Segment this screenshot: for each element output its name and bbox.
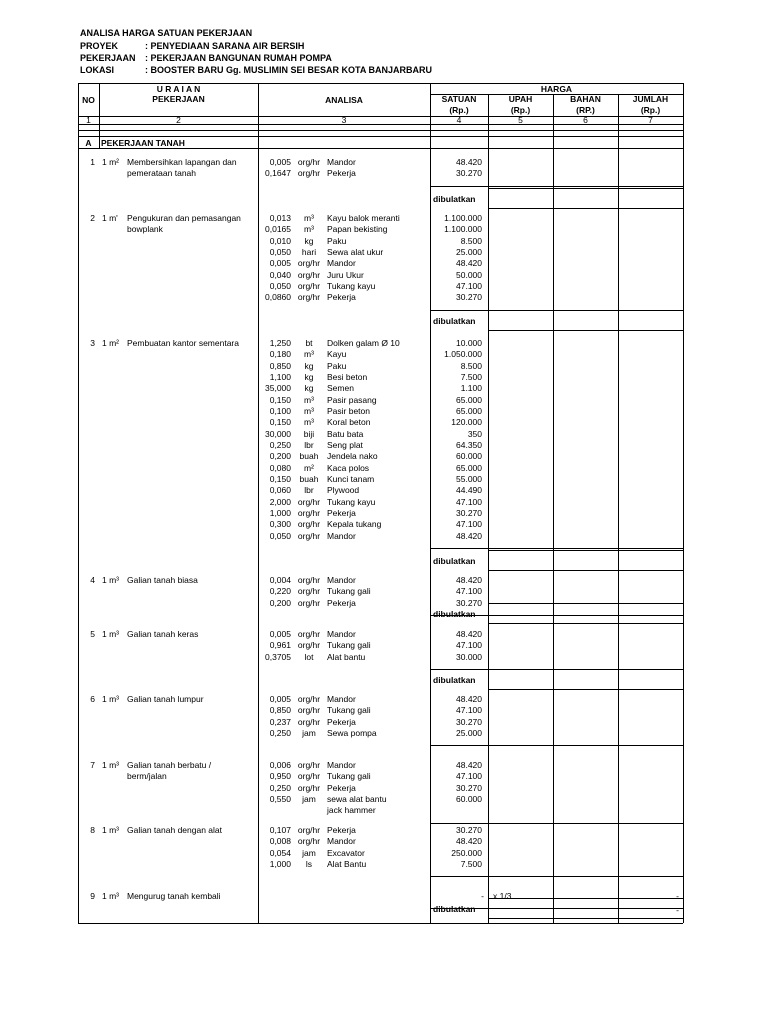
unit-price: 30.270 bbox=[456, 292, 482, 303]
rounding-line bbox=[488, 188, 683, 189]
unit-label: lot bbox=[304, 651, 314, 662]
unit-label: org/hr bbox=[297, 782, 321, 793]
unit-label: biji bbox=[303, 428, 315, 439]
unit-label: bt bbox=[305, 338, 313, 348]
resource-name: Pekerja bbox=[327, 782, 356, 793]
resource-name: Tukang kayu bbox=[327, 280, 376, 291]
coefficient: 0,050 bbox=[269, 246, 291, 257]
col-number-3: 3 bbox=[341, 115, 347, 125]
item-description: Galian tanah berbatu / bbox=[127, 760, 212, 770]
item-number: 9 bbox=[90, 891, 95, 901]
unit-price: 1.100.000 bbox=[444, 213, 482, 223]
coefficient: 1,000 bbox=[269, 507, 291, 518]
resource-name: Juru Ukur bbox=[327, 269, 364, 280]
unit-price: 47.100 bbox=[456, 586, 482, 597]
coefficient: 0,200 bbox=[269, 597, 291, 608]
unit-label: m³ bbox=[304, 349, 314, 360]
unit-price: 30.270 bbox=[456, 782, 482, 793]
unit-price: 7.500 bbox=[460, 371, 482, 382]
coefficient: 0,005 bbox=[269, 694, 291, 704]
item-description: Pembuatan kantor sementara bbox=[127, 338, 239, 348]
resource-name: Paku bbox=[327, 360, 347, 371]
item-unit: 1 m³ bbox=[102, 575, 119, 585]
unit-label: org/hr bbox=[297, 597, 321, 608]
coefficient: 0,220 bbox=[269, 586, 291, 597]
coefficient: 0,006 bbox=[269, 760, 291, 770]
resource-name: Koral beton bbox=[327, 417, 371, 428]
harga-header: HARGA bbox=[540, 84, 573, 94]
unit-label: buah bbox=[299, 451, 319, 462]
item-description: Galian tanah lumpur bbox=[127, 694, 204, 704]
coefficient: 2,000 bbox=[269, 496, 291, 507]
unit-label: kg bbox=[304, 235, 314, 246]
col-number-5: 5 bbox=[518, 115, 523, 125]
dibulatkan-label: dibulatkan bbox=[433, 904, 476, 914]
section-line bbox=[78, 136, 683, 137]
resource-name: Alat bantu bbox=[327, 651, 366, 662]
item-number: 8 bbox=[90, 825, 95, 835]
resource-name: Paku bbox=[327, 235, 347, 246]
satuan-rp: (Rp.) bbox=[449, 105, 469, 115]
resource-name: Sewa alat ukur bbox=[327, 246, 384, 257]
unit-price: 8.500 bbox=[460, 360, 482, 371]
resource-name: Jendela nako bbox=[327, 451, 378, 462]
coefficient: 0,0165 bbox=[265, 224, 291, 235]
coefficient: 0,005 bbox=[269, 157, 291, 167]
unit-price: 48.420 bbox=[456, 760, 482, 770]
bahan-rp: (RP.) bbox=[576, 105, 595, 115]
unit-price: 1.100.000 bbox=[444, 224, 482, 235]
coefficient: 0,008 bbox=[269, 836, 291, 847]
resource-name: Tukang gali bbox=[327, 705, 371, 716]
resource-name: Mandor bbox=[327, 629, 356, 639]
unit-price: 65.000 bbox=[456, 462, 482, 473]
unit-price: 60.000 bbox=[456, 451, 482, 462]
spacer-line bbox=[78, 130, 683, 131]
upah-header: UPAH bbox=[508, 94, 533, 104]
unit-price: 25.000 bbox=[456, 246, 482, 257]
unit-label: jam bbox=[302, 793, 316, 804]
coefficient: 0,054 bbox=[269, 847, 291, 858]
resource-name: Besi beton bbox=[327, 371, 368, 382]
resource-name: Semen bbox=[327, 383, 354, 394]
dibulatkan-label: dibulatkan bbox=[433, 316, 476, 326]
resource-name: Tukang kayu bbox=[327, 496, 376, 507]
unit-label: org/hr bbox=[297, 507, 321, 518]
jumlah-rp: (Rp.) bbox=[640, 105, 661, 115]
upah-rp: (Rp.) bbox=[510, 105, 531, 115]
resource-name: Mandor bbox=[327, 157, 356, 167]
dibulatkan-label: dibulatkan bbox=[433, 675, 476, 685]
item-number: 2 bbox=[90, 213, 95, 223]
dibulatkan-label: dibulatkan bbox=[433, 609, 476, 619]
coefficient: 0,180 bbox=[269, 349, 291, 360]
coefficient: 0,237 bbox=[269, 716, 291, 727]
unit-price: 30.270 bbox=[456, 825, 482, 835]
unit-label: org/hr bbox=[297, 530, 321, 541]
item-unit: 1 m² bbox=[102, 338, 119, 348]
pekerjaan-header: PEKERJAAN bbox=[152, 94, 205, 104]
item-number: 1 bbox=[90, 157, 95, 167]
unit-price: 30.270 bbox=[456, 168, 482, 179]
coefficient: 0,961 bbox=[269, 640, 291, 651]
resource-name: Pekerja bbox=[327, 507, 356, 518]
resource-name: Kayu bbox=[327, 349, 347, 360]
item-number: 7 bbox=[90, 760, 95, 770]
resource-name: Seng plat bbox=[327, 439, 363, 450]
unit-label: m³ bbox=[304, 213, 314, 223]
resource-name: Pekerja bbox=[327, 716, 356, 727]
rounding-line bbox=[488, 208, 683, 209]
item-number: 3 bbox=[90, 338, 95, 348]
rounding-line bbox=[488, 310, 683, 311]
coefficient: 35,000 bbox=[265, 383, 291, 394]
unit-label: org/hr bbox=[297, 269, 321, 280]
unit-label: hari bbox=[301, 246, 317, 257]
unit-label: org/hr bbox=[297, 586, 321, 597]
coefficient: 1,250 bbox=[269, 338, 291, 348]
item-description: Pengukuran dan pemasangan bbox=[127, 213, 241, 223]
unit-price: 65.000 bbox=[456, 405, 482, 416]
coefficient: 0,050 bbox=[269, 280, 291, 291]
dibulatkan-label: dibulatkan bbox=[433, 556, 476, 566]
unit-price: 48.420 bbox=[456, 575, 482, 585]
coefficient: 0,004 bbox=[269, 575, 291, 585]
coefficient: 0,850 bbox=[269, 360, 291, 371]
item-unit: 1 m² bbox=[102, 157, 119, 167]
coefficient: 0,850 bbox=[269, 705, 291, 716]
coefficient: 0,080 bbox=[269, 462, 291, 473]
doc-title: ANALISA HARGA SATUAN PEKERJAAN bbox=[80, 28, 253, 38]
unit-price: 48.420 bbox=[456, 258, 482, 269]
coefficient: 0,0860 bbox=[265, 292, 291, 303]
coefficient: 30,000 bbox=[265, 428, 291, 439]
coefficient: 0,200 bbox=[269, 451, 291, 462]
subtotal-line bbox=[430, 876, 683, 877]
item-description: bowplank bbox=[127, 224, 163, 235]
unit-price: 48.420 bbox=[456, 694, 482, 704]
resource-name: Pasir pasang bbox=[327, 394, 377, 405]
satuan-header: SATUAN bbox=[441, 94, 477, 104]
unit-label: ls bbox=[305, 858, 313, 869]
resource-name: Mandor bbox=[327, 575, 356, 585]
unit-price: 8.500 bbox=[460, 235, 482, 246]
unit-label: org/hr bbox=[297, 157, 321, 167]
unit-price: 7.500 bbox=[460, 858, 482, 869]
col-number-6: 6 bbox=[583, 115, 588, 125]
unit-price: 48.420 bbox=[456, 530, 482, 541]
coefficient: 1,000 bbox=[269, 858, 291, 869]
item-unit: 1 m³ bbox=[102, 760, 119, 770]
coefficient: 0,013 bbox=[269, 213, 291, 223]
item-description: Mengurug tanah kembali bbox=[127, 891, 221, 901]
rounding-line bbox=[488, 570, 683, 571]
unit-price: 50.000 bbox=[456, 269, 482, 280]
item9-jumlah: - bbox=[676, 891, 679, 901]
rounding-line bbox=[488, 330, 683, 331]
table-left-border bbox=[78, 83, 79, 923]
unit-price: 65.000 bbox=[456, 394, 482, 405]
unit-label: kg bbox=[304, 383, 314, 394]
pekerjaan-label: PEKERJAAN bbox=[80, 53, 136, 63]
subtotal-line bbox=[430, 745, 683, 746]
unit-price: 30.270 bbox=[456, 507, 482, 518]
section-title: PEKERJAAN TANAH bbox=[101, 138, 185, 148]
unit-label: lbr bbox=[304, 439, 314, 450]
resource-name: Mandor bbox=[327, 760, 356, 770]
coefficient: 1,100 bbox=[269, 371, 291, 382]
unit-label: org/hr bbox=[297, 836, 321, 847]
unit-price: 64.350 bbox=[456, 439, 482, 450]
unit-price: 350 bbox=[467, 428, 482, 439]
col-bahan-line bbox=[618, 94, 619, 923]
resource-name: Kayu balok meranti bbox=[327, 213, 400, 223]
item-number: 5 bbox=[90, 629, 95, 639]
jumlah-header: JUMLAH bbox=[632, 94, 669, 104]
resource-name: Excavator bbox=[327, 847, 365, 858]
coefficient: 0,100 bbox=[269, 405, 291, 416]
proyek-value: : PENYEDIAAN SARANA AIR BERSIH bbox=[145, 41, 305, 51]
coefficient: 0,150 bbox=[269, 473, 291, 484]
table-bottom-border bbox=[78, 923, 683, 924]
resource-name: jack hammer bbox=[327, 805, 376, 816]
unit-label: jam bbox=[302, 847, 316, 858]
unit-label: org/hr bbox=[297, 575, 321, 585]
col-upah-line bbox=[553, 94, 554, 923]
resource-name: Pekerja bbox=[327, 597, 356, 608]
unit-label: org/hr bbox=[297, 168, 321, 179]
unit-label: org/hr bbox=[297, 760, 321, 770]
section-bottom-line bbox=[78, 148, 683, 149]
unit-price: 47.100 bbox=[456, 519, 482, 530]
unit-label: org/hr bbox=[297, 771, 321, 782]
coefficient: 0,250 bbox=[269, 782, 291, 793]
table-right-border bbox=[683, 83, 684, 923]
proyek-label: PROYEK bbox=[80, 41, 119, 51]
coefficient: 0,250 bbox=[269, 439, 291, 450]
unit-price: 48.420 bbox=[456, 629, 482, 639]
col-number-1: 1 bbox=[86, 115, 91, 125]
unit-price: 44.490 bbox=[456, 485, 482, 496]
resource-name: Batu bata bbox=[327, 428, 364, 439]
unit-label: org/hr bbox=[297, 825, 321, 835]
unit-label: org/hr bbox=[297, 496, 321, 507]
resource-name: Kaca polos bbox=[327, 462, 370, 473]
item-description: berm/jalan bbox=[127, 771, 167, 782]
unit-price: 55.000 bbox=[456, 473, 482, 484]
coefficient: 0,1647 bbox=[265, 168, 291, 179]
item9-jumlah-rounded: - bbox=[676, 905, 679, 915]
col-number-2: 2 bbox=[176, 115, 181, 125]
item-number: 4 bbox=[90, 575, 95, 585]
item-unit: 1 m³ bbox=[102, 694, 119, 704]
coefficient: 0,950 bbox=[269, 771, 291, 782]
unit-label: kg bbox=[304, 360, 314, 371]
unit-label: m² bbox=[304, 462, 314, 473]
pekerjaan-value: : PEKERJAAN BANGUNAN RUMAH POMPA bbox=[145, 53, 332, 63]
unit-price: 120.000 bbox=[451, 417, 482, 428]
resource-name: Dolken galam Ø 10 bbox=[327, 338, 400, 348]
unit-label: kg bbox=[304, 371, 314, 382]
item-description: Galian tanah biasa bbox=[127, 575, 198, 585]
coefficient: 0,060 bbox=[269, 485, 291, 496]
unit-price: 60.000 bbox=[456, 793, 482, 804]
unit-price: 30.270 bbox=[456, 597, 482, 608]
bahan-header: BAHAN bbox=[570, 94, 601, 104]
item-unit: 1 m' bbox=[102, 213, 118, 223]
coefficient: 0,300 bbox=[269, 519, 291, 530]
unit-label: org/hr bbox=[297, 640, 321, 651]
resource-name: Kepala tukang bbox=[327, 519, 382, 530]
resource-name: Plywood bbox=[327, 485, 360, 496]
rounding-line bbox=[488, 669, 683, 670]
item-unit: 1 m³ bbox=[102, 825, 119, 835]
col-satuan-line bbox=[488, 94, 489, 923]
resource-name: Mandor bbox=[327, 836, 356, 847]
item-description: Galian tanah dengan alat bbox=[127, 825, 222, 835]
unit-label: org/hr bbox=[297, 292, 321, 303]
unit-label: lbr bbox=[304, 485, 314, 496]
item-unit: 1 m³ bbox=[102, 891, 119, 901]
subtotal-line bbox=[430, 548, 683, 549]
rounding-line bbox=[488, 623, 683, 624]
coefficient: 0,050 bbox=[269, 530, 291, 541]
subtotal-line bbox=[430, 186, 683, 187]
unit-label: m³ bbox=[304, 417, 314, 428]
unit-label: org/hr bbox=[297, 280, 321, 291]
resource-name: Mandor bbox=[327, 694, 356, 704]
resource-name: Tukang gali bbox=[327, 640, 371, 651]
section-code: A bbox=[85, 138, 92, 148]
coefficient: 0,107 bbox=[269, 825, 291, 835]
item9-upah: x 1/3 bbox=[493, 891, 512, 901]
analisa-header: ANALISA bbox=[325, 95, 363, 105]
lokasi-value: : BOOSTER BARU Gg. MUSLIMIN SEI BESAR KOTA BANJARBARU bbox=[145, 65, 433, 75]
item-number: 6 bbox=[90, 694, 95, 704]
unit-price: 47.100 bbox=[456, 280, 482, 291]
unit-price: 47.100 bbox=[456, 640, 482, 651]
unit-price: 30.270 bbox=[456, 716, 482, 727]
lokasi-label: LOKASI bbox=[80, 65, 115, 75]
unit-label: buah bbox=[299, 473, 319, 484]
coefficient: 0,150 bbox=[269, 394, 291, 405]
coefficient: 0,150 bbox=[269, 417, 291, 428]
coefficient: 0,550 bbox=[269, 793, 291, 804]
unit-price: 250.000 bbox=[451, 847, 482, 858]
coefficient: 0,3705 bbox=[265, 651, 291, 662]
item-description: pemerataan tanah bbox=[127, 168, 196, 179]
resource-name: Mandor bbox=[327, 530, 356, 541]
item-description: Membersihkan lapangan dan bbox=[127, 157, 237, 167]
resource-name: Pekerja bbox=[327, 292, 356, 303]
resource-name: Pekerja bbox=[327, 825, 356, 835]
resource-name: Tukang gali bbox=[327, 771, 371, 782]
rounding-line bbox=[488, 689, 683, 690]
unit-label: org/hr bbox=[297, 694, 321, 704]
unit-price: 48.420 bbox=[456, 836, 482, 847]
subtotal-line bbox=[430, 823, 683, 824]
unit-label: org/hr bbox=[297, 705, 321, 716]
coefficient: 0,040 bbox=[269, 269, 291, 280]
unit-price: 47.100 bbox=[456, 771, 482, 782]
unit-label: org/hr bbox=[297, 629, 321, 639]
resource-name: Pekerja bbox=[327, 168, 356, 179]
unit-label: jam bbox=[302, 727, 316, 738]
coefficient: 0,005 bbox=[269, 258, 291, 269]
resource-name: Papan bekisting bbox=[327, 224, 388, 235]
unit-price: 47.100 bbox=[456, 705, 482, 716]
unit-label: m³ bbox=[304, 224, 314, 235]
col-number-4: 4 bbox=[456, 115, 462, 125]
unit-label: org/hr bbox=[297, 258, 321, 269]
dibulatkan-label: dibulatkan bbox=[433, 194, 476, 204]
coefficient: 0,005 bbox=[269, 629, 291, 639]
unit-price: 1.050.000 bbox=[444, 349, 482, 360]
resource-name: Mandor bbox=[327, 258, 356, 269]
unit-price: 48.420 bbox=[456, 157, 482, 167]
uraian-header: U R A I A N bbox=[156, 84, 201, 94]
resource-name: Tukang gali bbox=[327, 586, 371, 597]
resource-name: Sewa pompa bbox=[327, 727, 377, 738]
item-unit: 1 m³ bbox=[102, 629, 119, 639]
unit-price: 10.000 bbox=[456, 338, 482, 348]
rounding-line bbox=[488, 603, 683, 604]
resource-name: Pasir beton bbox=[327, 405, 370, 416]
coefficient: 0,250 bbox=[269, 727, 291, 738]
resource-name: sewa alat bantu bbox=[327, 793, 387, 804]
unit-label: m³ bbox=[304, 394, 314, 405]
unit-price: 1.100 bbox=[460, 383, 482, 394]
no-header: NO bbox=[82, 95, 95, 105]
coefficient: 0,010 bbox=[269, 235, 291, 246]
col-number-7: 7 bbox=[648, 115, 653, 125]
rounding-line bbox=[488, 550, 683, 551]
unit-price: 25.000 bbox=[456, 727, 482, 738]
item9-satuan: - bbox=[481, 891, 484, 901]
resource-name: Kunci tanam bbox=[327, 473, 375, 484]
item-description: Galian tanah keras bbox=[127, 629, 199, 639]
unit-label: org/hr bbox=[297, 519, 321, 530]
unit-price: 30.000 bbox=[456, 651, 482, 662]
unit-price: 47.100 bbox=[456, 496, 482, 507]
unit-label: m³ bbox=[304, 405, 314, 416]
rounding-line bbox=[488, 918, 683, 919]
unit-label: org/hr bbox=[297, 716, 321, 727]
resource-name: Alat Bantu bbox=[327, 858, 367, 869]
